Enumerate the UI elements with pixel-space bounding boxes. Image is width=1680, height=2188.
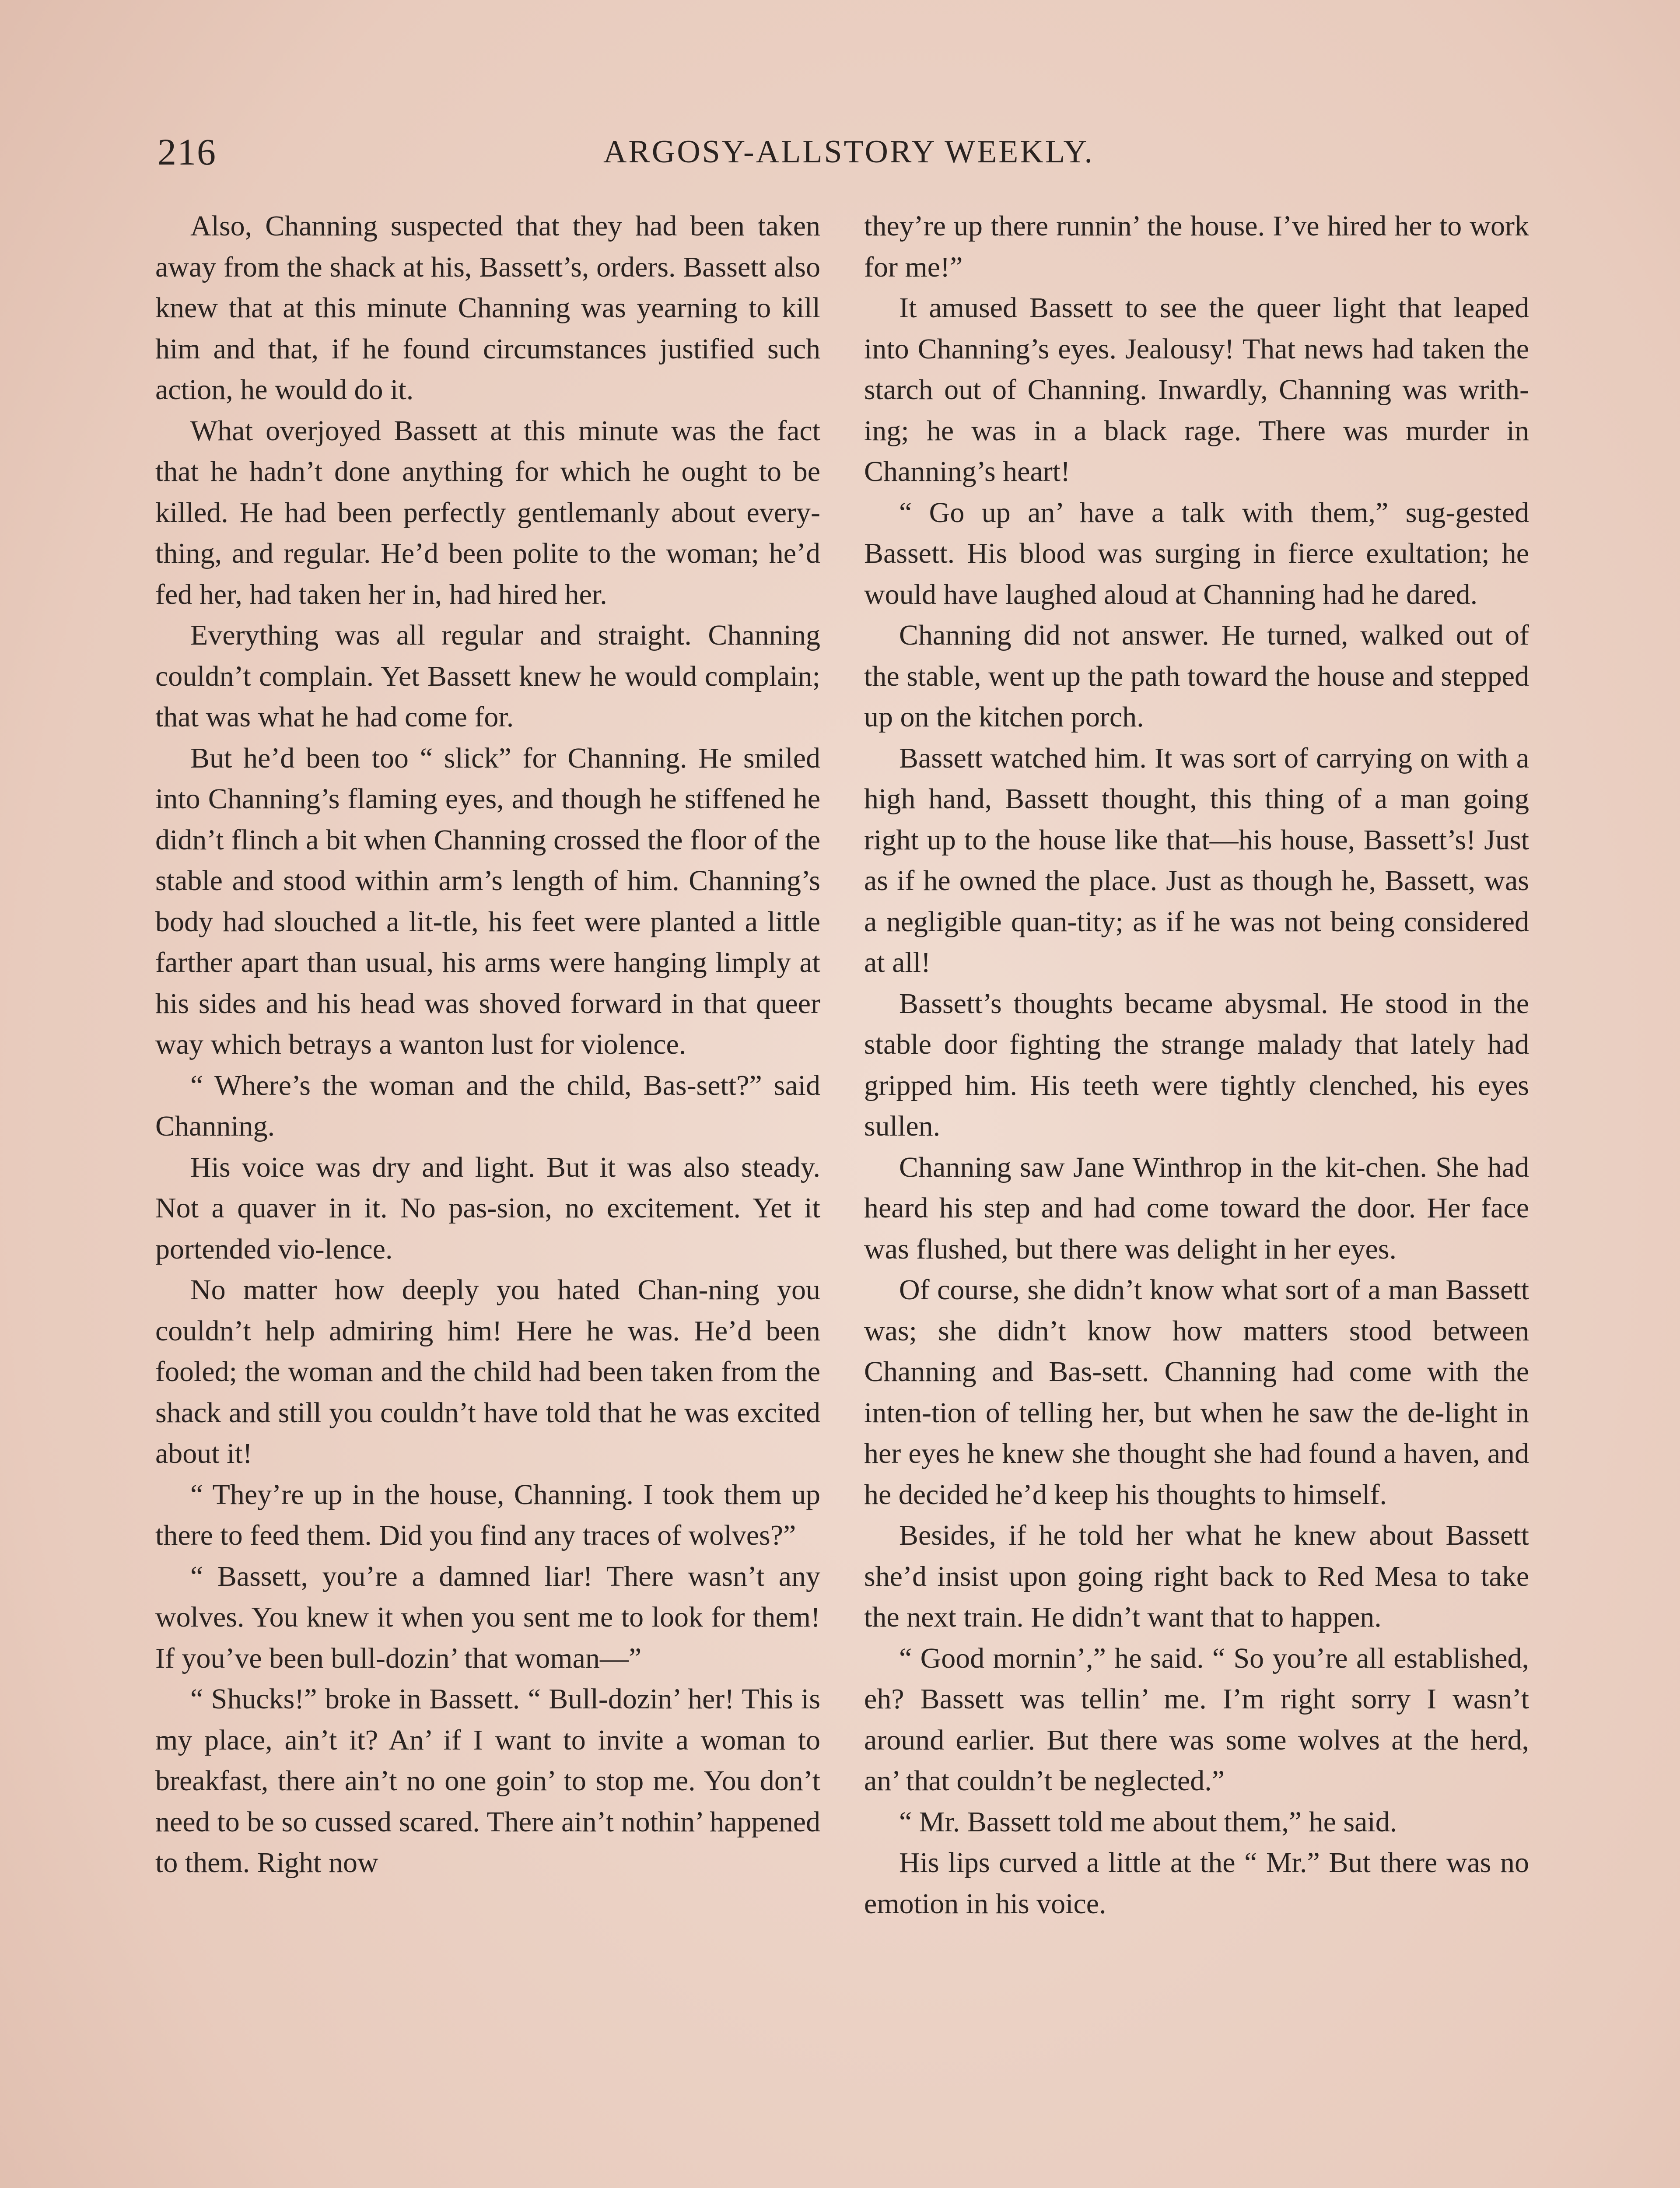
paragraph-continuation: they’re up there runnin’ the house. I’ve hired her to work for me!” (864, 210, 1529, 283)
paragraph: Channing saw Jane Winthrop in the kit-chen. She had heard his step and had come toward the door. Her face was flushed, but there was delight in her eyes. (864, 1151, 1529, 1265)
page-number: 216 (158, 131, 217, 173)
paragraph: “ Go up an’ have a talk with them,” sug-gested Bassett. His blood was surging in fierce exultation; he would have laughed aloud at Channing had he dared. (864, 496, 1529, 610)
paragraph: Of course, she didn’t know what sort of a man Bassett was; she didn’t know how matters stood between Channing and Bas-sett. Channing had come with the inten-tion of telling her, but when he saw the de-light in her eyes he knew she thought she had found a haven, and he decided he’d keep his thoughts to himself. (864, 1274, 1529, 1511)
paragraph: Bassett’s thoughts became abysmal. He stood in the stable door fighting the strange malady that lately had gripped him. His teeth were tightly clenched, his eyes sullen. (864, 987, 1529, 1142)
paragraph: “ Where’s the woman and the child, Bas-sett?” said Channing. (155, 1069, 820, 1142)
paragraph: No matter how deeply you hated Chan-ning you couldn’t help admiring him! Here he was. He’d been fooled; the woman and the child had been taken from the shack and still you couldn’t have told that he was excited about it! (155, 1274, 820, 1469)
paragraph: But he’d been too “ slick” for Channing. He smiled into Channing’s flaming eyes, and though he stiffened he didn’t flinch a bit when Channing crossed the floor of the stable and stood within arm’s length of him. Channing’s body had slouched a lit-tle, his feet were planted a little farther apart than usual, his arms were hanging limply at his sides and his head was shoved forward in that queer way which betrays a wanton lust for violence. (155, 742, 820, 1060)
paragraph: What overjoyed Bassett at this minute was the fact that he hadn’t done anything for which he ought to be killed. He had been perfectly gentlemanly about every-thing, and regular. He’d been polite to the woman; he’d fed her, had taken her in, had hired her. (155, 414, 820, 610)
paragraph: Besides, if he told her what he knew about Bassett she’d insist upon going right back to Red Mesa to take the next train. He didn’t want that to happen. (864, 1519, 1529, 1633)
paragraph: Everything was all regular and straight. Channing couldn’t complain. Yet Bassett knew he would complain; that was what he had come for. (155, 619, 820, 733)
page-header (158, 128, 1540, 176)
paragraph: Channing did not answer. He turned, walked out of the stable, went up the path toward the house and stepped up on the kitchen porch. (864, 619, 1529, 733)
running-title: ARGOSY-ALLSTORY WEEKLY. (603, 134, 1095, 170)
paragraph: “ Shucks!” broke in Bassett. “ Bull-dozin’ her! This is my place, ain’t it? An’ if I want to invite a woman to breakfast, there ain’t no one goin’ to stop me. You don’t need to be so cussed scared. There ain’t nothin’ happened to them. Right now (155, 1683, 820, 1879)
paragraph: It amused Bassett to see the queer light that leaped into Channing’s eyes. Jealousy! That news had taken the starch out of Channing. Inwardly, Channing was writh-ing; he was in a black rage. There was murder in Channing’s heart! (864, 292, 1529, 487)
paragraph: His voice was dry and light. But it was also steady. Not a quaver in it. No pas-sion, no excitement. Yet it portended vio-lence. (155, 1151, 820, 1265)
paragraph: “ They’re up in the house, Channing. I took them up there to feed them. Did you find any traces of wolves?” (155, 1478, 820, 1551)
paragraph: Bassett watched him. It was sort of carrying on with a high hand, Bassett thought, this thing of a man going right up to the house like that—his house, Bassett’s! Just as if he owned the place. Just as though he, Bassett, was a negligible quan-tity; as if he was not being considered at all! (864, 742, 1529, 978)
paragraph: “ Mr. Bassett told me about them,” he said. (899, 1806, 1397, 1838)
paragraph: “ Good mornin’,” he said. “ So you’re all established, eh? Bassett was tellin’ me. I’m right sorry I wasn’t around earlier. But there was some wolves at the herd, an’ that couldn’t be neglected.” (864, 1642, 1529, 1797)
right-column (864, 206, 1529, 1924)
paragraph: His lips curved a little at the “ Mr.” But there was no emotion in his voice. (864, 1847, 1529, 1920)
left-column (155, 206, 820, 1883)
paragraph: Also, Channing suspected that they had been taken away from the shack at his, Bassett’s, orders. Bassett also knew that at this minute Channing was yearning to kill him and that, if he found circumstances justified such action, he would do it. (155, 210, 820, 406)
paragraph: “ Bassett, you’re a damned liar! There wasn’t any wolves. You knew it when you sent me to look for them! If you’ve been bull-dozin’ that woman—” (155, 1560, 820, 1674)
